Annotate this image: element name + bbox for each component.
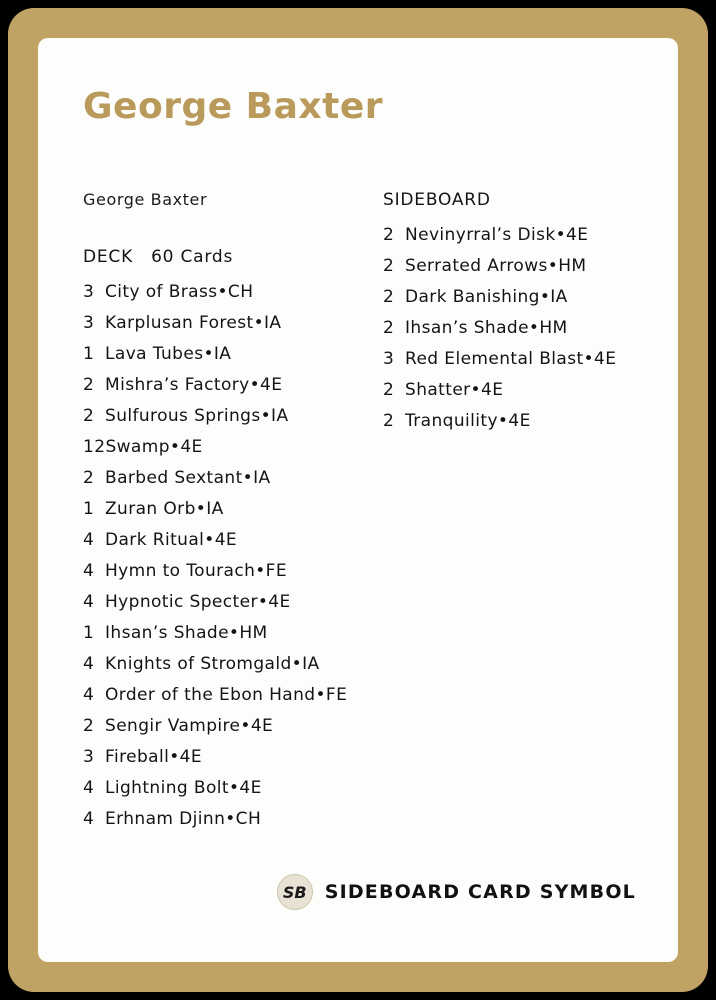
- page-title: George Baxter: [83, 86, 384, 127]
- card-quantity: 2: [83, 468, 95, 488]
- card-quantity: 12: [83, 437, 106, 457]
- sideboard-list-item: [383, 313, 678, 344]
- card-quantity: 2: [83, 406, 95, 426]
- sideboard-list-item: [383, 375, 678, 406]
- sideboard-list-item: [383, 282, 678, 313]
- card-border: [8, 8, 708, 992]
- card-name: Zuran Orb•IA: [105, 499, 224, 519]
- card-quantity: 2: [383, 287, 395, 307]
- card-name: Nevinyrral’s Disk•4E: [405, 225, 589, 245]
- card-quantity: 4: [83, 778, 95, 798]
- deck-list-item: [83, 680, 383, 711]
- deck-heading-label: DECK: [83, 247, 134, 267]
- deck-list-item: [83, 432, 383, 463]
- card-quantity: 2: [383, 225, 395, 245]
- card-name: Lightning Bolt•4E: [105, 778, 262, 798]
- sideboard-symbol-footer: [277, 874, 636, 910]
- card-name: Serrated Arrows•HM: [405, 256, 587, 276]
- card-quantity: 4: [83, 530, 95, 550]
- sideboard-list-item: [383, 406, 678, 437]
- card-quantity: 3: [83, 313, 95, 333]
- deck-list-item: [83, 649, 383, 680]
- card-name: Hypnotic Specter•4E: [105, 592, 291, 612]
- card-name: Order of the Ebon Hand•FE: [105, 685, 348, 705]
- card-name: Dark Banishing•IA: [405, 287, 568, 307]
- card-name: Dark Ritual•4E: [105, 530, 238, 550]
- card-name: Mishra’s Factory•4E: [105, 375, 283, 395]
- card-name: Shatter•4E: [405, 380, 504, 400]
- deck-count-label: 60 Cards: [151, 247, 234, 267]
- card-quantity: 4: [83, 561, 95, 581]
- sideboard-card-list: [383, 220, 678, 437]
- card-name: City of Brass•CH: [105, 282, 254, 302]
- deck-list-item: [83, 742, 383, 773]
- card-name: Karplusan Forest•IA: [105, 313, 282, 333]
- card-name: Sengir Vampire•4E: [105, 716, 274, 736]
- sideboard-symbol-icon: SB: [277, 874, 313, 910]
- card-name: Lava Tubes•IA: [105, 344, 232, 364]
- deck-card-list: [83, 277, 383, 835]
- card-quantity: 2: [83, 375, 95, 395]
- card-quantity: 1: [83, 499, 95, 519]
- card-quantity: 3: [83, 747, 95, 767]
- sideboard-list-item: [383, 251, 678, 282]
- card-name: Fireball•4E: [105, 747, 202, 767]
- card-name: Swamp•4E: [105, 437, 203, 457]
- card-name: Tranquility•4E: [405, 411, 531, 431]
- card-name: Ihsan’s Shade•HM: [105, 623, 268, 643]
- card-quantity: 2: [383, 411, 395, 431]
- card-quantity: 3: [383, 349, 395, 369]
- player-name: George Baxter: [83, 190, 208, 209]
- deck-list-item: [83, 773, 383, 804]
- deck-list-item: [83, 711, 383, 742]
- card-quantity: 1: [83, 623, 95, 643]
- card-quantity: 4: [83, 592, 95, 612]
- sideboard-list-item: [383, 344, 678, 375]
- card-quantity: 2: [383, 318, 395, 338]
- deck-list-item: [83, 277, 383, 308]
- card-name: Sulfurous Springs•IA: [105, 406, 289, 426]
- deck-list-item: [83, 494, 383, 525]
- card-name: Ihsan’s Shade•HM: [405, 318, 568, 338]
- deck-list-item: [83, 370, 383, 401]
- deck-list-item: [83, 463, 383, 494]
- sideboard-column: [383, 190, 678, 437]
- card-face: [38, 38, 678, 962]
- card-quantity: 4: [83, 685, 95, 705]
- card-name: Hymn to Tourach•FE: [105, 561, 287, 581]
- deck-column: [83, 190, 383, 835]
- card-name: Red Elemental Blast•4E: [405, 349, 617, 369]
- card-quantity: 2: [383, 256, 395, 276]
- deck-list-item: [83, 556, 383, 587]
- deck-list-item: [83, 804, 383, 835]
- card-name: Barbed Sextant•IA: [105, 468, 271, 488]
- sideboard-heading: SIDEBOARD: [383, 190, 491, 210]
- sideboard-list-item: [383, 220, 678, 251]
- card-quantity: 1: [83, 344, 95, 364]
- deck-list-item: [83, 308, 383, 339]
- card-quantity: 2: [83, 716, 95, 736]
- deck-list-item: [83, 587, 383, 618]
- card-quantity: 4: [83, 654, 95, 674]
- deck-list-item: [83, 401, 383, 432]
- deck-list-item: [83, 618, 383, 649]
- card-quantity: 3: [83, 282, 95, 302]
- deck-list-item: [83, 525, 383, 556]
- deck-heading: [83, 247, 383, 267]
- card-name: Knights of Stromgald•IA: [105, 654, 320, 674]
- deck-list-item: [83, 339, 383, 370]
- card-name: Erhnam Djinn•CH: [105, 809, 262, 829]
- card-quantity: 2: [383, 380, 395, 400]
- sideboard-symbol-label: SIDEBOARD CARD SYMBOL: [324, 881, 636, 903]
- card-quantity: 4: [83, 809, 95, 829]
